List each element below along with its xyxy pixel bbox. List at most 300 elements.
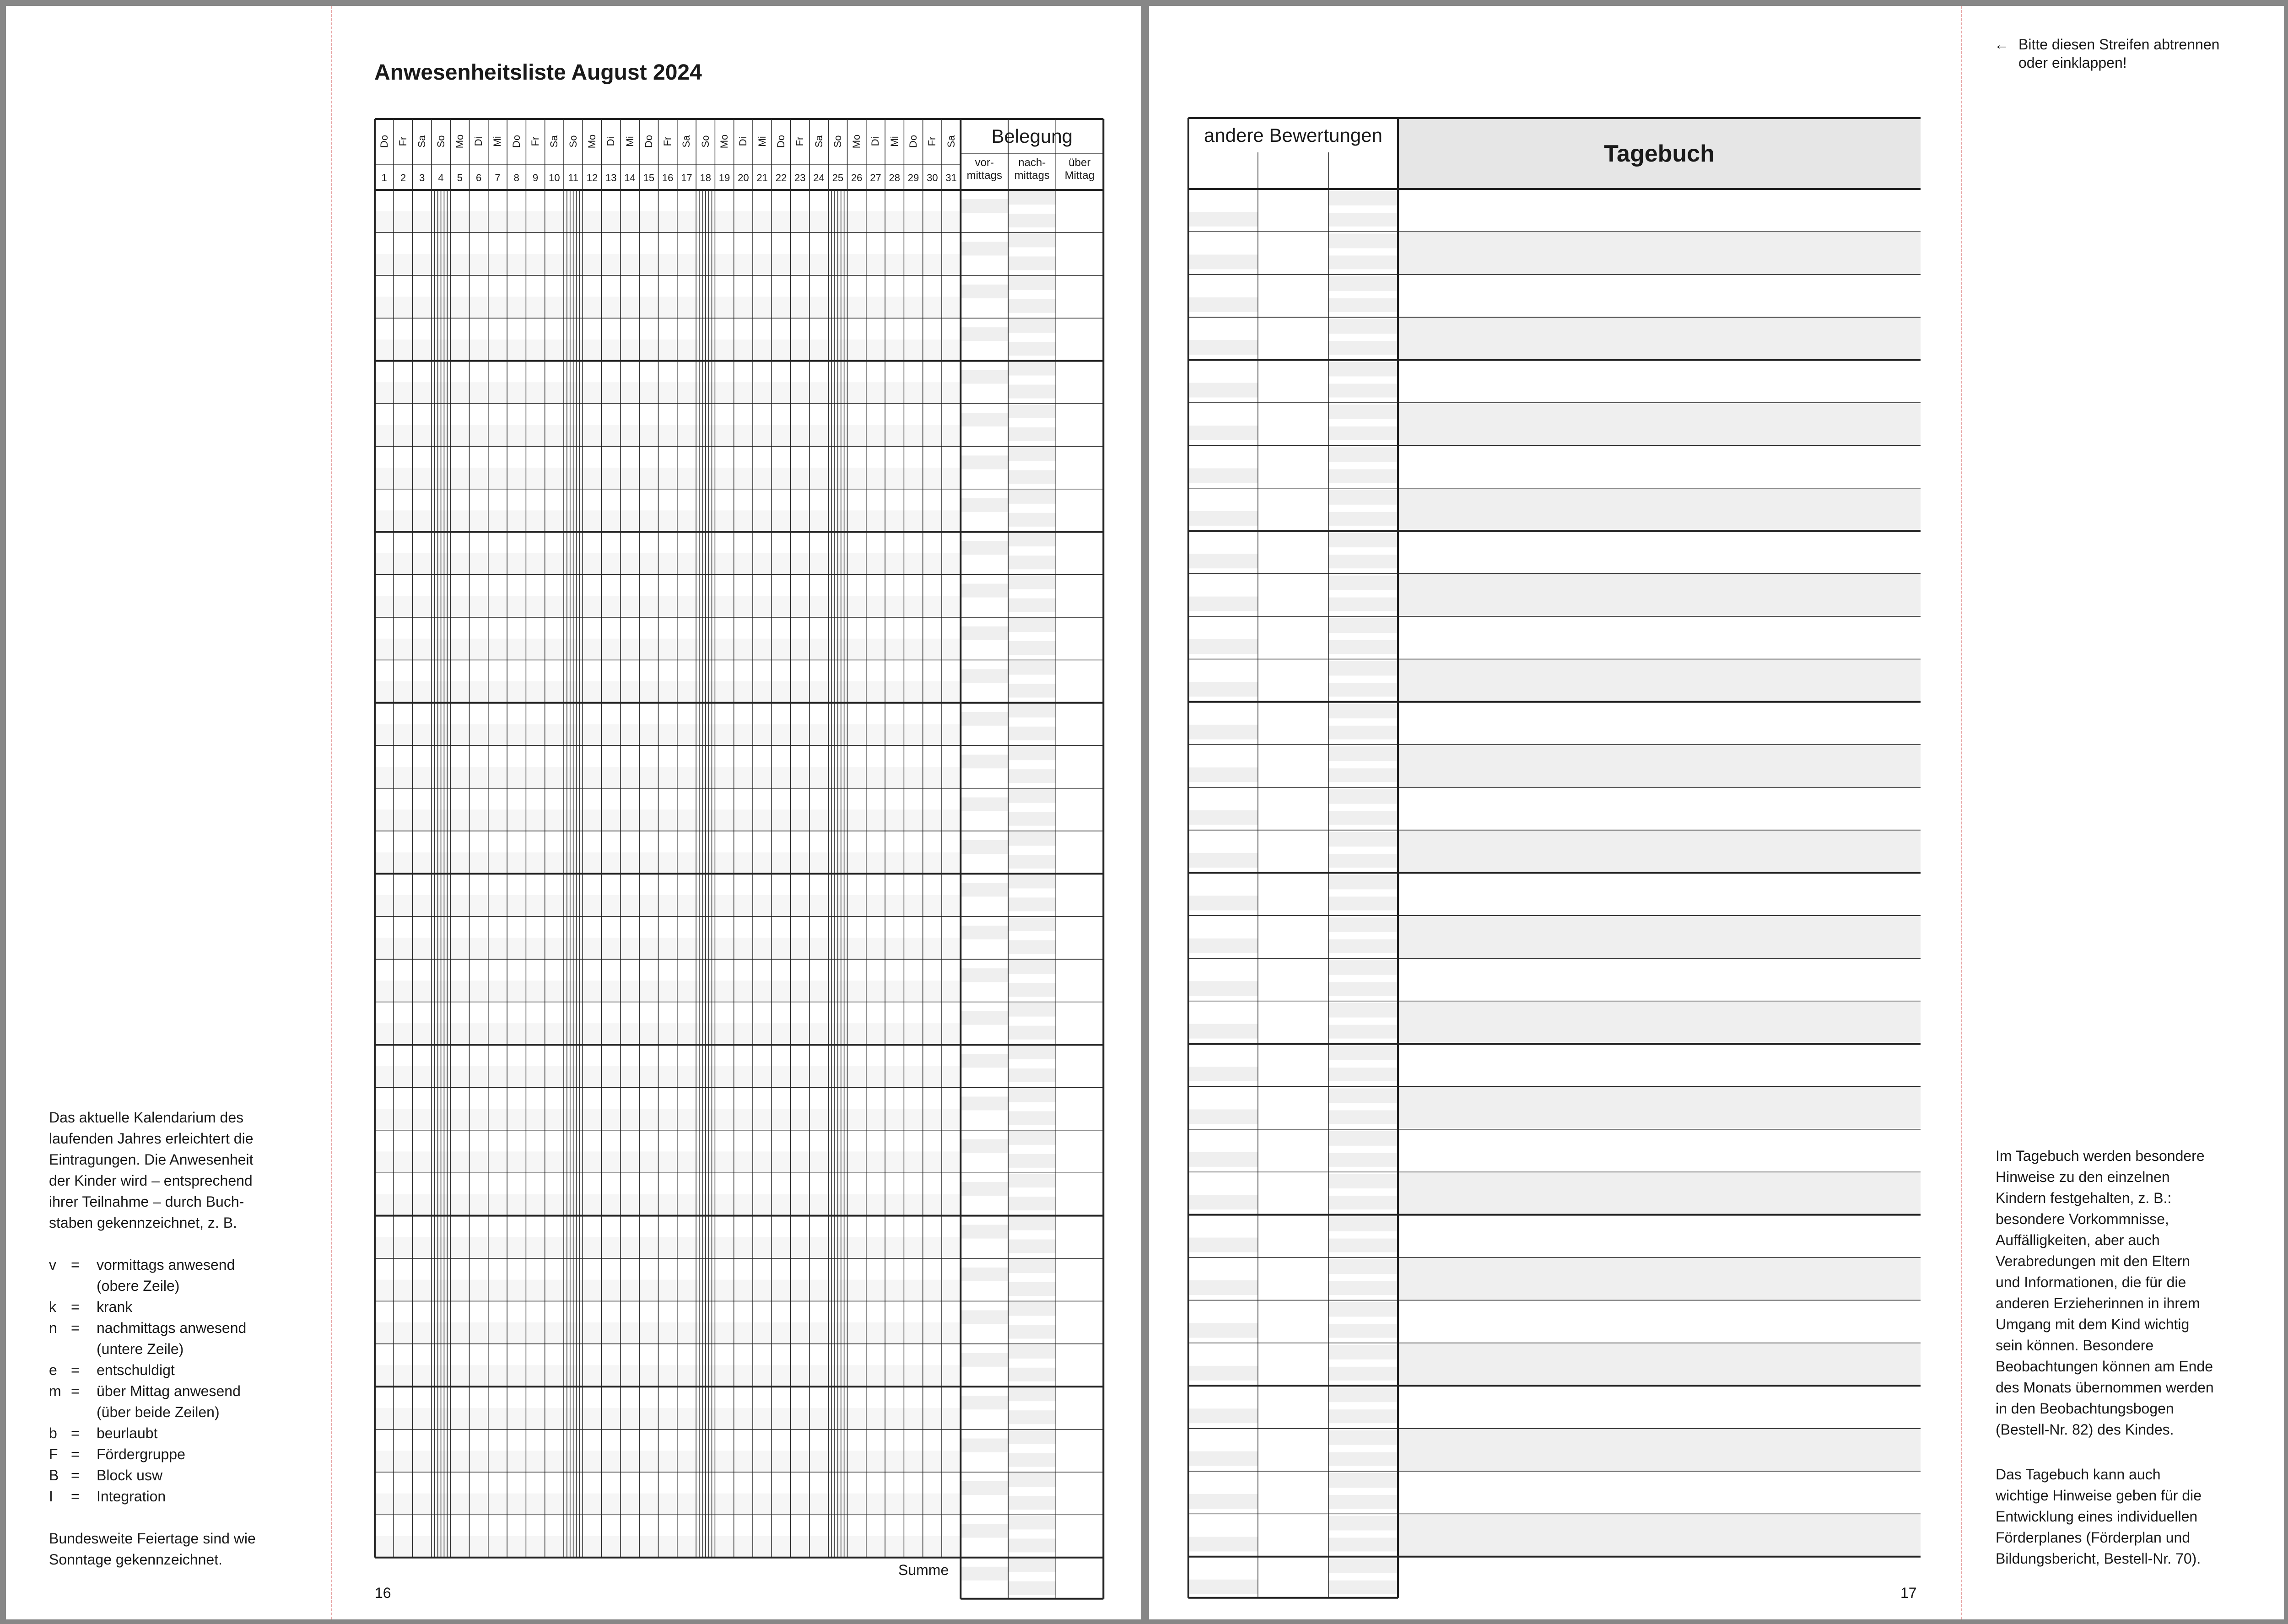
belegung-stripe (1008, 299, 1056, 313)
bewertung-stripe (1328, 362, 1398, 377)
bewertung-stripe (1188, 297, 1258, 312)
weekday-label: Do (378, 135, 390, 148)
belegung-stripe (1008, 684, 1056, 697)
legend-code: k (49, 1299, 56, 1315)
belegung-stripe (961, 1396, 1008, 1409)
legend-code: B (49, 1467, 59, 1484)
bewertung-stripe (1328, 1473, 1398, 1488)
belegung-column-header: über Mittag (1064, 156, 1095, 182)
row-stripe (375, 468, 961, 489)
bewertung-stripe (1188, 1067, 1258, 1081)
bewertung-stripe (1328, 598, 1398, 611)
day-number: 20 (738, 172, 749, 183)
strip-note: Bitte diesen Streifen abtrennen oder einklappen! (2018, 36, 2220, 71)
belegung-stripe (1008, 641, 1056, 655)
legend-equals: = (71, 1299, 80, 1315)
bewertung-stripe (1328, 1409, 1398, 1423)
belegung-stripe (1008, 960, 1056, 974)
bewertung-stripe (1328, 1387, 1398, 1402)
bewertung-stripe (1328, 661, 1398, 675)
belegung-stripe (1008, 447, 1056, 461)
belegung-stripe (961, 1310, 1008, 1324)
belegung-stripe (1008, 1538, 1056, 1552)
bewertung-stripe (1328, 490, 1398, 505)
weekday-label: Sa (813, 135, 825, 148)
belegung-stripe (1008, 1111, 1056, 1125)
day-number: 25 (832, 172, 844, 183)
bewertung-stripe (1188, 254, 1258, 269)
belegung-stripe (1008, 1088, 1056, 1102)
bewertung-stripe (1328, 255, 1398, 269)
belegung-stripe (1008, 533, 1056, 546)
belegung-stripe (1008, 1410, 1056, 1424)
summe-stripe (1008, 1581, 1056, 1595)
bewertung-stripe (1188, 853, 1258, 868)
tagebuch-info-2: Das Tagebuch kann auch wichtige Hinweise geben für die Entwicklung eines individuellen Förderplanes (Förderplan und Bildungsbericht, Bestell-Nr. 70). (1996, 1466, 2202, 1567)
belegung-stripe (1008, 855, 1056, 869)
summe-label: Summe (898, 1562, 949, 1578)
belegung-stripe (1008, 983, 1056, 997)
belegung-stripe (1008, 769, 1056, 783)
belegung-stripe (1008, 832, 1056, 846)
belegung-stripe (961, 455, 1008, 469)
belegung-stripe (1008, 874, 1056, 888)
tagebuch-row-stripe (1398, 403, 1921, 445)
bewertung-stripe (1188, 1537, 1258, 1551)
tagebuch-row-stripe (1398, 1086, 1921, 1129)
bewertung-stripe (1328, 746, 1398, 761)
bewertung-stripe (1188, 939, 1258, 953)
bewertung-stripe (1188, 1152, 1258, 1167)
legend-code: m (49, 1383, 61, 1399)
belegung-stripe (1008, 1325, 1056, 1338)
tagebuch-row-stripe (1398, 659, 1921, 701)
belegung-stripe (1008, 1282, 1056, 1296)
legend-equals: = (71, 1320, 80, 1336)
bewertung-stripe (1328, 405, 1398, 419)
bewertung-stripe (1328, 1581, 1398, 1594)
belegung-stripe (961, 327, 1008, 341)
bewertung-stripe (1328, 1302, 1398, 1316)
belegung-column-header: vor- mittags (966, 156, 1002, 182)
row-stripe (375, 1237, 961, 1258)
bewertung-stripe (1188, 1494, 1258, 1509)
belegung-stripe (1008, 917, 1056, 931)
bewertung-stripe (1328, 982, 1398, 996)
row-stripe (375, 1194, 961, 1216)
day-number: 27 (870, 172, 881, 183)
bewertung-stripe (1328, 426, 1398, 440)
day-number: 31 (945, 172, 957, 183)
belegung-stripe (1008, 812, 1056, 826)
legend (49, 1254, 305, 1507)
day-number: 17 (681, 172, 692, 183)
bewertung-stripe (1328, 1025, 1398, 1039)
row-stripe (375, 639, 961, 660)
bewertung-stripe (1328, 469, 1398, 483)
bewertung-stripe (1328, 832, 1398, 847)
bewertung-stripe (1328, 298, 1398, 312)
weekday-label: Di (737, 136, 749, 146)
bewertung-stripe (1188, 639, 1258, 654)
bewertung-stripe (1188, 682, 1258, 696)
weekday-label: Sa (680, 135, 692, 148)
belegung-stripe (961, 1096, 1008, 1110)
belegung-stripe (961, 1182, 1008, 1196)
bewertung-stripe (1328, 1217, 1398, 1231)
belegung-stripe (1008, 556, 1056, 569)
row-stripe (375, 211, 961, 233)
day-number: 7 (495, 172, 501, 183)
legend-desc: über Mittag anwesend (über beide Zeilen) (97, 1383, 241, 1420)
day-number: 3 (419, 172, 425, 183)
belegung-stripe (961, 968, 1008, 982)
belegung-stripe (1008, 1046, 1056, 1059)
belegung-stripe (1008, 1453, 1056, 1467)
bewertung-stripe (1188, 1024, 1258, 1039)
day-number: 16 (662, 172, 674, 183)
bewertung-stripe (1328, 917, 1398, 932)
weekday-label: Sa (416, 135, 428, 148)
row-stripe (375, 425, 961, 447)
bewertung-stripe (1328, 1495, 1398, 1509)
belegung-stripe (1008, 661, 1056, 674)
attendance-table (375, 119, 1107, 1606)
bewertung-stripe (1188, 1195, 1258, 1209)
legend-desc: Integration (97, 1488, 166, 1505)
page-title: Anwesenheitsliste August 2024 (374, 60, 702, 85)
belegung-stripe (961, 1353, 1008, 1367)
weekday-label: Mo (851, 134, 863, 149)
legend-desc: beurlaubt (97, 1425, 158, 1441)
bewertung-stripe (1188, 212, 1258, 227)
legend-equals: = (71, 1425, 80, 1441)
bewertung-stripe (1328, 1068, 1398, 1081)
belegung-stripe (1008, 342, 1056, 356)
belegung-stripe (1008, 470, 1056, 484)
weekday-label: Di (605, 136, 617, 146)
bewertung-stripe (1188, 896, 1258, 910)
day-number: 5 (457, 172, 463, 183)
bewertung-stripe (1328, 704, 1398, 718)
belegung-stripe (961, 1524, 1008, 1538)
belegung-stripe (1008, 618, 1056, 632)
belegung-stripe (961, 541, 1008, 555)
bewertung-stripe (1328, 896, 1398, 910)
weekday-label: Do (775, 135, 787, 148)
belegung-stripe (961, 584, 1008, 598)
bewertung-stripe (1328, 683, 1398, 696)
belegung-stripe (1008, 1131, 1056, 1145)
tagebuch-row-stripe (1398, 1429, 1921, 1471)
belegung-stripe (961, 1439, 1008, 1452)
belegung-stripe (961, 1139, 1008, 1153)
summe-stripe (961, 1567, 1008, 1581)
row-stripe (375, 511, 961, 532)
belegung-stripe (1008, 576, 1056, 589)
row-stripe (375, 596, 961, 617)
belegung-stripe (1008, 385, 1056, 399)
legend-item (49, 1317, 305, 1360)
fold-line-right (1961, 6, 1962, 1619)
bewertung-stripe (1328, 1259, 1398, 1274)
bewertung-stripe (1328, 854, 1398, 868)
day-number: 4 (438, 172, 444, 183)
bewertung-stripe (1328, 512, 1398, 526)
bewertung-stripe (1328, 447, 1398, 462)
day-number: 26 (851, 172, 863, 183)
belegung-stripe (1008, 276, 1056, 290)
legend-code: e (49, 1362, 57, 1378)
belegung-stripe (961, 242, 1008, 255)
weekday-label: So (831, 135, 843, 148)
weekday-label: Di (473, 136, 485, 146)
belegung-stripe (1008, 599, 1056, 612)
legend-item (49, 1360, 305, 1381)
tagebuch-title: Tagebuch (1604, 140, 1715, 167)
weekday-label: Sa (548, 135, 560, 148)
belegung-stripe (1008, 1430, 1056, 1444)
belegung-stripe (1008, 1387, 1056, 1401)
bewertung-stripe (1328, 191, 1398, 205)
day-number: 2 (400, 172, 406, 183)
weekday-label: Mo (586, 134, 598, 149)
legend-item (49, 1254, 305, 1296)
tagebuch-row-stripe (1398, 317, 1921, 360)
bewertung-stripe (1328, 874, 1398, 889)
weekday-label: Fr (529, 136, 541, 146)
belegung-stripe (961, 926, 1008, 939)
bewertung-stripe (1328, 1174, 1398, 1188)
day-number: 21 (756, 172, 768, 183)
legend-item (49, 1381, 305, 1423)
bewertung-stripe (1188, 1280, 1258, 1295)
tagebuch-row-stripe (1398, 488, 1921, 531)
row-stripe (375, 724, 961, 746)
row-stripe (375, 1109, 961, 1130)
bewertung-stripe (1188, 981, 1258, 996)
row-stripe (375, 1494, 961, 1515)
legend-desc: Block usw (97, 1467, 163, 1484)
row-stripe (375, 981, 961, 1002)
legend-code: F (49, 1446, 58, 1462)
bewertung-stripe (1328, 640, 1398, 654)
weekday-label: Fr (662, 136, 674, 146)
page-number-right: 17 (1900, 1585, 1917, 1601)
row-stripe (375, 767, 961, 788)
belegung-stripe (961, 498, 1008, 512)
row-stripe (375, 1365, 961, 1387)
bewertung-stripe (1188, 511, 1258, 526)
belegung-stripe (1008, 256, 1056, 270)
intro-text: Das aktuelle Kalendarium des laufenden Jahres erleichtert die Eintragungen. Die Anwesenheit der Kinder wird – entsprechend ihrer Teilnahme – durch Buch- staben gekennzeichnet, z. B. (49, 1109, 254, 1231)
bewertung-stripe (1328, 618, 1398, 633)
tagebuch-info: Im Tagebuch werden besondere Hinweise zu den einzelnen Kindern festgehalten, z. B.: besondere Vorkommnisse, Auffälligkeiten, aber auch Verabredungen mit den Eltern und Informationen, die für die anderen Erzieherinnen in ihrem Umgang mit dem Kind wichtig sein können. Besondere Beobachtungen können am Ende des Monats übernommen werden in den Beobachtungsbogen (Bestell-Nr. 82) des Kindes. (1996, 1148, 2214, 1438)
belegung-stripe (1008, 405, 1056, 418)
day-number: 19 (718, 172, 730, 183)
belegung-stripe (961, 840, 1008, 854)
legend-code: b (49, 1425, 57, 1441)
bewertung-stripe (1328, 1538, 1398, 1551)
legend-equals: = (71, 1383, 80, 1399)
left-page (6, 6, 1141, 1619)
weekday-label: Mo (453, 134, 465, 149)
bewertung-stripe (1188, 1408, 1258, 1423)
day-number: 6 (476, 172, 482, 183)
attendance-grid (375, 119, 1107, 1606)
weekday-label: Mo (718, 134, 730, 149)
tagebuch-row-stripe (1398, 1172, 1921, 1214)
day-number: 13 (605, 172, 617, 183)
row-stripe (375, 1066, 961, 1088)
bewertungen-title: andere Bewertungen (1204, 124, 1382, 146)
tagebuch-row-stripe (1398, 232, 1921, 274)
weekday-label: Fr (794, 136, 806, 146)
row-stripe (375, 681, 961, 703)
row-stripe (375, 382, 961, 404)
tagebuch-row-stripe (1398, 1001, 1921, 1044)
belegung-stripe (961, 626, 1008, 640)
weekday-label: Fr (397, 136, 409, 146)
belegung-stripe (1008, 1345, 1056, 1359)
row-stripe (375, 852, 961, 874)
legend-code: I (49, 1488, 53, 1505)
belegung-stripe (961, 712, 1008, 726)
row-stripe (375, 254, 961, 275)
belegung-stripe (1008, 362, 1056, 376)
legend-code: v (49, 1257, 56, 1273)
belegung-stripe (961, 1225, 1008, 1239)
legend-item (49, 1465, 305, 1486)
tagebuch-row-stripe (1398, 745, 1921, 787)
bewertung-stripe (1188, 597, 1258, 611)
weekday-label: Do (642, 135, 654, 148)
legend-item (49, 1486, 305, 1507)
bewertung-stripe (1328, 960, 1398, 975)
bewertung-stripe (1328, 319, 1398, 334)
row-stripe (375, 1152, 961, 1173)
tagebuch-row-stripe (1398, 574, 1921, 616)
weekday-label: So (435, 135, 447, 148)
weekday-label: Mi (624, 136, 636, 147)
belegung-stripe (1008, 1516, 1056, 1529)
row-stripe (375, 1023, 961, 1045)
belegung-column-header: nach- mittags (1014, 156, 1050, 182)
day-number: 22 (775, 172, 787, 183)
diary-grid (1188, 118, 1921, 1606)
belegung-stripe (1008, 789, 1056, 803)
bewertung-stripe (1328, 939, 1398, 953)
tagebuch-row-stripe (1398, 916, 1921, 958)
bewertung-stripe (1188, 1366, 1258, 1381)
diary-table (1188, 118, 1921, 1606)
belegung-stripe (961, 285, 1008, 298)
day-number: 14 (624, 172, 636, 183)
bewertung-stripe (1328, 555, 1398, 568)
bewertung-stripe (1328, 1559, 1398, 1573)
strip-arrow: ← (1994, 36, 2009, 53)
belegung-stripe (1008, 897, 1056, 911)
belegung-stripe (1008, 1473, 1056, 1487)
belegung-stripe (1008, 233, 1056, 247)
row-stripe (375, 340, 961, 361)
bewertung-stripe (1328, 811, 1398, 825)
weekday-label: Do (907, 135, 919, 148)
belegung-stripe (1008, 1368, 1056, 1381)
belegung-stripe (1008, 1068, 1056, 1082)
bewertung-stripe (1188, 1451, 1258, 1466)
fold-line-left (331, 6, 332, 1619)
row-stripe (375, 895, 961, 917)
bewertung-stripe (1328, 213, 1398, 227)
belegung-stripe (961, 1011, 1008, 1025)
bewertung-stripe (1328, 276, 1398, 291)
day-number: 18 (700, 172, 711, 183)
day-number: 28 (889, 172, 900, 183)
day-number: 30 (927, 172, 938, 183)
belegung-stripe (1008, 1003, 1056, 1017)
belegung-stripe (961, 669, 1008, 683)
legend-equals: = (71, 1362, 80, 1378)
belegung-stripe (1008, 1496, 1056, 1510)
belegung-stripe (961, 370, 1008, 384)
right-page (1149, 6, 2284, 1619)
bewertung-stripe (1328, 1367, 1398, 1381)
bewertung-stripe (1328, 768, 1398, 782)
weekday-label: So (699, 135, 711, 148)
bewertung-stripe (1188, 725, 1258, 739)
bewertung-stripe (1188, 468, 1258, 483)
belegung-stripe (1008, 191, 1056, 205)
bewertung-stripe (1188, 1580, 1258, 1594)
legend-equals: = (71, 1446, 80, 1462)
bewertung-stripe (1328, 1153, 1398, 1167)
bewertung-stripe (1328, 384, 1398, 398)
weekday-label: Sa (945, 135, 957, 148)
bewertung-stripe (1328, 1345, 1398, 1360)
belegung-stripe (1008, 319, 1056, 333)
tagebuch-row-stripe (1398, 1257, 1921, 1300)
legend-equals: = (71, 1257, 80, 1273)
day-number: 24 (813, 172, 825, 183)
legend-code: n (49, 1320, 57, 1336)
bewertung-stripe (1328, 789, 1398, 804)
bewertung-stripe (1328, 341, 1398, 355)
bewertung-stripe (1328, 1003, 1398, 1018)
tagebuch-row-stripe (1398, 830, 1921, 873)
day-number: 23 (794, 172, 806, 183)
bewertung-stripe (1188, 1323, 1258, 1338)
belegung-stripe (961, 1268, 1008, 1281)
bewertung-stripe (1188, 554, 1258, 568)
weekday-label: Mi (491, 136, 503, 147)
summe-stripe (1008, 1559, 1056, 1572)
bewertung-stripe (1188, 810, 1258, 825)
belegung-stripe (1008, 490, 1056, 504)
day-number: 15 (643, 172, 655, 183)
weekday-label: Mi (756, 136, 768, 147)
belegung-stripe (1008, 1217, 1056, 1230)
row-stripe (375, 1280, 961, 1301)
day-number: 9 (532, 172, 539, 183)
belegung-stripe (1008, 1259, 1056, 1273)
belegung-stripe (1008, 704, 1056, 718)
tagebuch-row-stripe (1398, 1343, 1921, 1386)
belegung-stripe (961, 1054, 1008, 1068)
legend-desc: Fördergruppe (97, 1446, 185, 1462)
belegung-stripe (961, 413, 1008, 426)
legend-desc: vormittags anwesend (obere Zeile) (97, 1257, 235, 1294)
